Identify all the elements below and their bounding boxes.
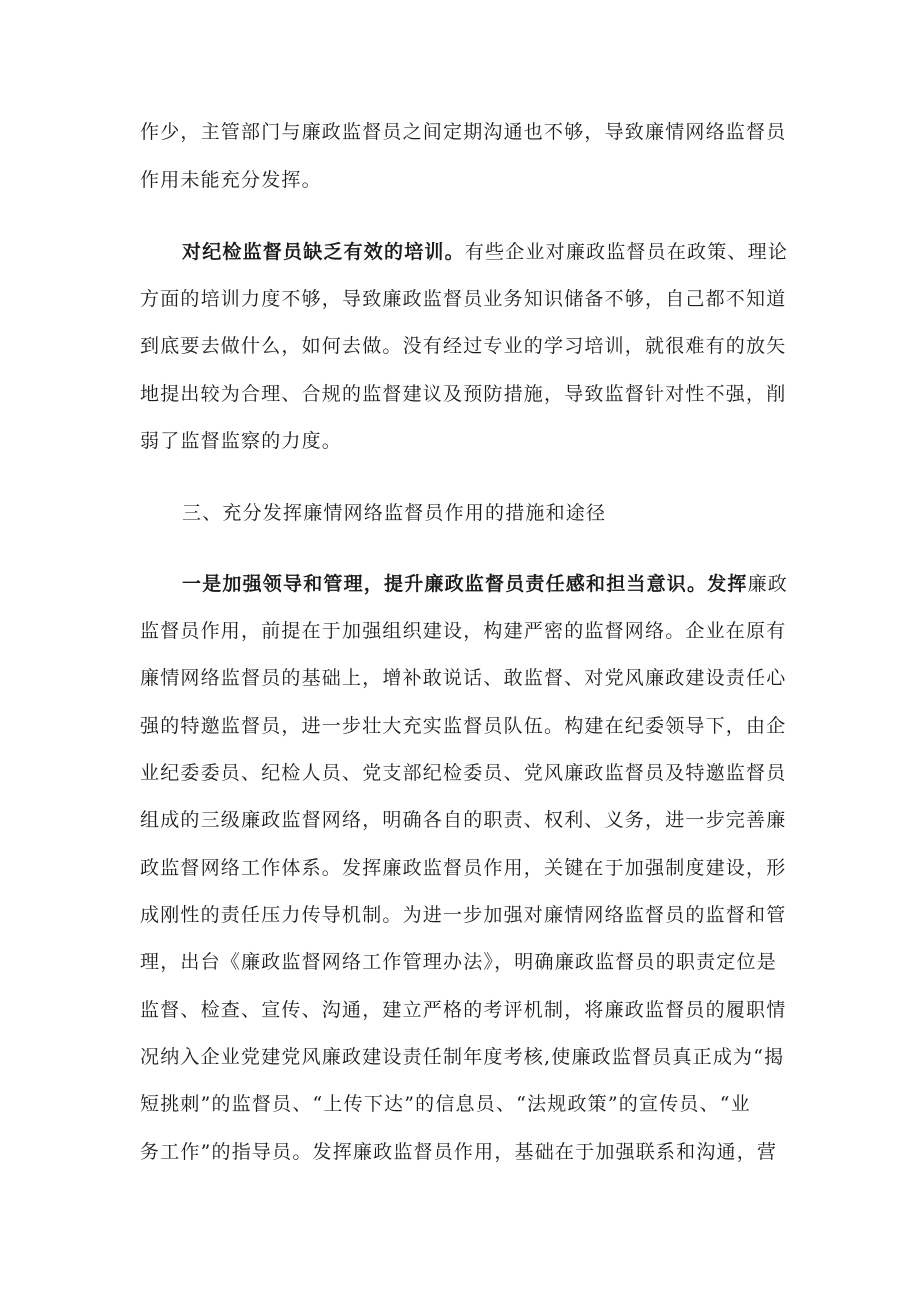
paragraph-1-line-1: 作少，主管部门与廉政监督员之间定期沟通也不够，导致廉情网络监督员 <box>140 121 787 143</box>
paragraph-2-line-4: 地提出较为合理、合规的监督建议及预防措施，导致监督针对性不强，削 <box>140 383 787 405</box>
paragraph-3-line-1 <box>182 570 788 598</box>
paragraph-3-line-6: 组成的三级廉政监督网络，明确各自的职责、权利、义务，进一步完善廉 <box>140 809 787 831</box>
paragraph-2-line-5: 弱了监督监察的力度。 <box>140 430 343 452</box>
paragraph-2-line-3: 到底要去做什么，如何去做。没有经过专业的学习培训，就很难有的放矢 <box>140 335 787 357</box>
paragraph-3-line-12: 短挑刺”的监督员、“上传下达”的信息员、“法规政策”的宣传员、“业 <box>140 1093 751 1115</box>
paragraph-3-line-13: 务工作”的指导员。发挥廉政监督员作用，基础在于加强联系和沟通，营 <box>140 1141 778 1163</box>
paragraph-1-line-2: 作用未能充分发挥。 <box>140 169 322 191</box>
paragraph-3-line-3: 廉情网络监督员的基础上，增补敢说话、敢监督、对党风廉政建设责任心 <box>140 667 787 689</box>
paragraph-3-line-1-rest: 廉政 <box>747 573 789 595</box>
paragraph-3-line-11: 况纳入企业党建党风廉政建设责任制年度考核,使廉政监督员真正成为“揭 <box>140 1046 785 1068</box>
paragraph-3-line-9: 理，出台《廉政监督网络工作管理办法》，明确廉政监督员的职责定位是 <box>140 951 777 973</box>
paragraph-2-line-2: 方面的培训力度不够，导致廉政监督员业务知识储备不够，自己都不知道 <box>140 288 787 310</box>
paragraph-3-line-2: 监督员作用，前提在于加强组织建设，构建严密的监督网络。企业在原有 <box>140 620 787 642</box>
paragraph-3-line-10: 监督、检查、宣传、沟通，建立严格的考评机制，将廉政监督员的履职情 <box>140 999 787 1021</box>
section-heading: 三、充分发挥廉情网络监督员作用的措施和途径 <box>182 502 607 524</box>
paragraph-3-line-4: 强的特邀监督员，进一步壮大充实监督员队伍。构建在纪委领导下，由企 <box>140 715 787 737</box>
paragraph-3-lead: 一是加强领导和管理，提升廉政监督员责任感和担当意识。发挥 <box>182 573 748 595</box>
paragraph-2-line-1 <box>182 238 788 266</box>
paragraph-3-line-7: 政监督网络工作体系。发挥廉政监督员作用，关键在于加强制度建设，形 <box>140 857 787 879</box>
paragraph-3-line-8: 成刚性的责任压力传导机制。为进一步加强对廉情网络监督员的监督和管 <box>140 904 787 926</box>
paragraph-3-line-5: 业纪委委员、纪检人员、党支部纪检委员、党风廉政监督员及特邀监督员 <box>140 762 787 784</box>
paragraph-2-lead: 对纪检监督员缺乏有效的培训。 <box>182 241 465 263</box>
paragraph-2-line-1-rest: 有些企业对廉政监督员在政策、理论 <box>464 241 789 263</box>
